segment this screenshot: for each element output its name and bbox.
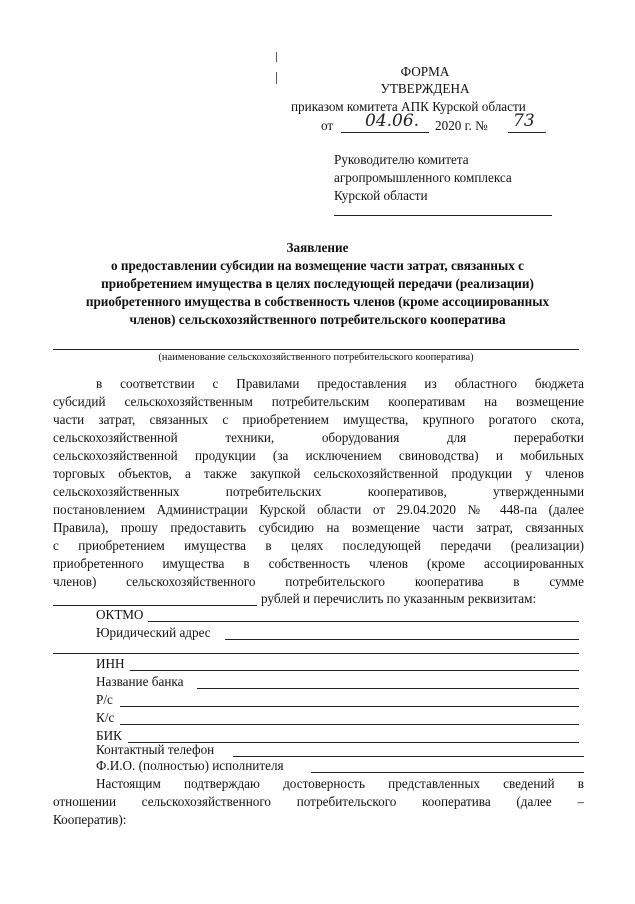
from-label: от [321,118,334,133]
confirm-line-1: Настоящим подтверждаю достоверность представленных сведений в [96,776,584,791]
addressee-line-1: Руководителю комитета [334,152,469,167]
date-handwritten: 04.06. [365,111,420,131]
addressee-line-2: агропромышленного комплекса [334,170,512,185]
body-line-10: с приобретением имущества в целях последующей передачи (реализации) [53,538,584,553]
confirm-line-2: отношении сельскохозяйственного потребительского кооператива (далее – [53,794,584,809]
rs-field-line[interactable] [120,706,579,707]
doc-title-line-2: о предоставлении субсидии на возмещение части затрат, связанных с [110,258,525,273]
doc-title-line-5: членов) сельскохозяйственного потребительского кооператива [129,312,506,327]
oktmo-label: ОКТМО [96,607,144,622]
executor-label: Ф.И.О. (полностью) исполнителя [96,758,284,773]
body-line-11: приобретенного имущества в собственность членов (кроме ассоциированных [53,556,584,571]
body-line-5: сельскохозяйственной продукции (за исключением свиноводства) и мобильных [53,448,584,463]
phone-field-line[interactable] [233,756,584,757]
bik-label: БИК [96,728,122,743]
addressee-line-3: Курской области [334,188,428,203]
body-line-4: сельскохозяйственной техники, оборудования для переработки [53,430,584,445]
number-underline [508,132,546,133]
bank-field-line[interactable] [197,688,579,689]
rs-label: Р/с [96,692,113,707]
body-line-1: в соответствии с Правилами предоставления из областного бюджета [96,376,584,391]
number-handwritten: 73 [513,111,535,131]
inn-field-line[interactable] [130,670,579,671]
year-label: 2020 г. № [435,118,488,133]
confirm-line-3: Кооператив): [53,812,127,827]
body-line-12: членов) сельскохозяйственного потребительского кооператива в сумме [53,574,584,589]
body-line-3: части затрат, связанных с приобретением имущества, крупного рогатого скота, [53,412,584,427]
body-line-6: торговых объектов, а также закупкой сельскохозяйственной продукции у членов [53,466,584,481]
doc-title: Заявление [286,240,349,255]
executor-field-line[interactable] [311,772,584,773]
cooperative-name-line [53,349,579,350]
rubles-text: рублей и перечислить по указанным реквизитам: [261,591,537,606]
oktmo-field-line[interactable] [148,621,579,622]
body-line-2: субсидий сельскохозяйственным потребительским кооперативам на возмещение [53,394,584,409]
form-label: ФОРМА [400,64,450,79]
scan-mark [276,72,277,84]
approved-label: УТВЕРЖДЕНА [380,81,470,96]
inn-label: ИНН [96,656,125,671]
body-line-9: Правила), прошу предоставить субсидию на возмещение части затрат, связанных [53,520,584,535]
bank-label: Название банка [96,674,184,689]
address-field-line[interactable] [225,639,579,640]
phone-label: Контактный телефон [96,742,215,757]
ks-field-line[interactable] [120,724,579,725]
ks-label: К/с [96,710,115,725]
doc-title-line-4: приобретенного имущества в собственность членов (кроме ассоциированных [85,294,550,309]
date-underline [341,132,429,133]
body-line-7: сельскохозяйственных потребительских кооперативов, утвержденными [53,484,584,499]
sum-field-line[interactable] [53,605,257,606]
cooperative-name-caption: (наименование сельскохозяйственного потребительского кооператива) [158,352,474,363]
address-field-line-2[interactable] [53,653,579,654]
doc-title-line-3: приобретением имущества в целях последующей передачи (реализации) [101,276,534,291]
address-label: Юридический адрес [96,625,211,640]
order-text: приказом комитета АПК Курской области [291,99,526,114]
addressee-signature-line [334,215,552,216]
scan-mark [276,52,277,62]
body-line-8: постановлением Администрации Курской области от 29.04.2020 № 448-па (далее [53,502,584,517]
